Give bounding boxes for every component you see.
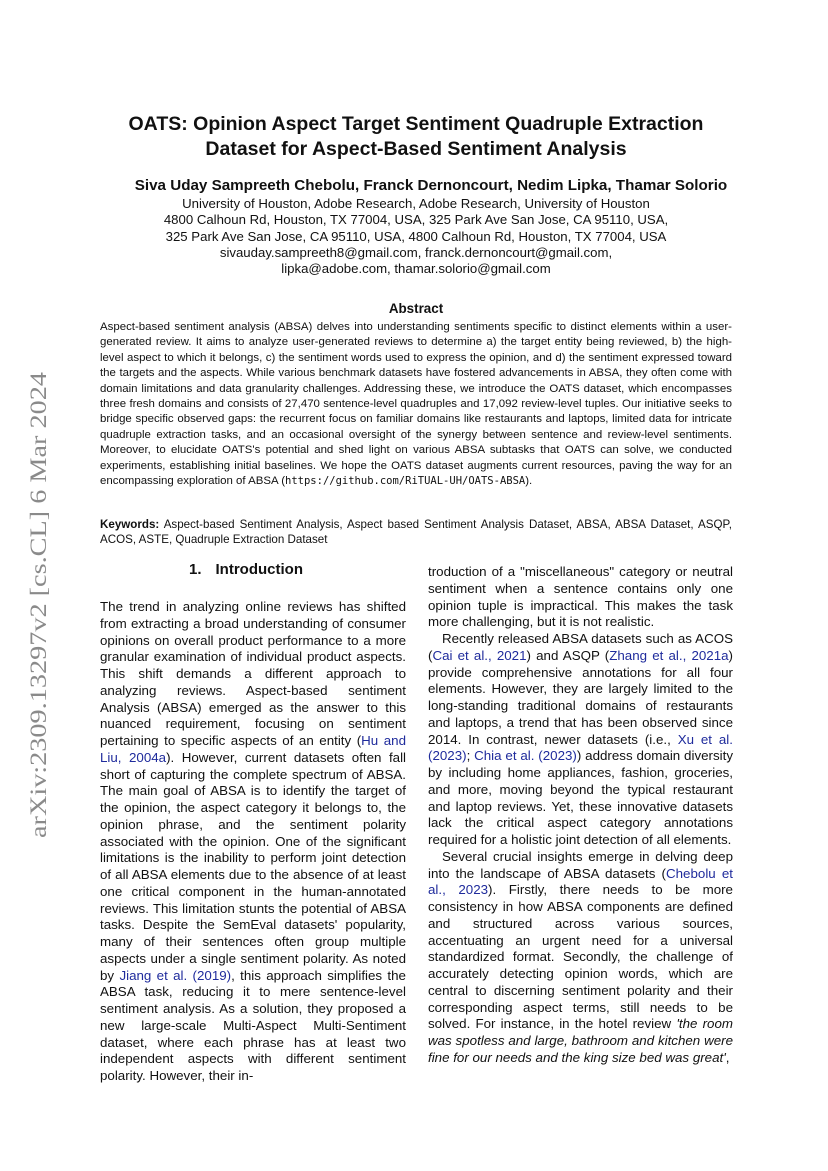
keywords-label: Keywords: <box>100 518 160 531</box>
section-heading <box>189 561 317 578</box>
abstract-url-link[interactable]: https://github.com/RiTUAL-UH/OATS-ABSA <box>285 475 526 488</box>
affiliation-line: University of Houston, Adobe Research, Adobe Research, University of Houston <box>182 196 650 211</box>
affiliation-line: 4800 Calhoun Rd, Houston, TX 77004, USA, 325 Park Ave San Jose, CA 95110, USA, <box>163 212 669 228</box>
arxiv-identifier-text: arXiv:2309.13297v2 [cs.CL] 6 Mar 2024 <box>26 458 51 838</box>
abstract-heading: Abstract <box>388 301 444 316</box>
arxiv-identifier <box>22 370 52 840</box>
paragraph-text: Recently released ABSA datasets such as ACOS ( <box>428 631 733 663</box>
abstract-end: ). <box>525 475 533 488</box>
section-title: Introduction <box>215 561 303 578</box>
paragraph-text: , this approach simplifies the ABSA task, reducing it to mere sentence-level sentiment analysis. As a solution, they proposed a new large-scale Multi-Aspect Multi-Sentiment dataset, where each phrase has at least two independent aspects with different sentiment polarity. However, their in- <box>100 967 406 1083</box>
quoted-review: 'the room was spotless and large, bathroom and kitchen were fine for our needs and the king size bed was great' <box>428 1016 733 1065</box>
abstract-body <box>100 320 732 489</box>
paragraph-text: ) address domain diversity by including home appliances, fashion, groceries, and more, moving beyond the typical restaurant and laptop reviews. Yet, these innovative datasets lack the critical aspect category annotations required for a holistic joint detection of all elements. <box>428 748 733 847</box>
paragraph-text: ; <box>466 748 475 764</box>
paper-title <box>100 112 732 162</box>
citation-link[interactable]: Cai et al., 2021 <box>432 647 527 663</box>
paragraph-text: , <box>725 1049 730 1065</box>
citation-link[interactable]: Chia et al. (2023) <box>474 748 577 764</box>
author-list: Siva Uday Sampreeth Chebolu, Franck Dernoncourt, Nedim Lipka, Thamar Solorio <box>134 177 728 194</box>
citation-link[interactable]: Hu and Liu, 2004a <box>100 733 406 765</box>
paragraph: troduction of a "miscellaneous" category or neutral sentiment when a sentence contains only one opinion tuple is impractical. This makes the task more challenging, but it is not realistic. <box>428 564 733 630</box>
citation-link[interactable]: Chebolu et al., 2023 <box>428 865 733 898</box>
title-line-2: Dataset for Aspect-Based Sentiment Analysis <box>205 138 627 160</box>
section-number: 1. <box>189 561 202 578</box>
right-column <box>428 564 733 1067</box>
keywords-text: Aspect-based Sentiment Analysis, Aspect based Sentiment Analysis Dataset, ABSA, ABSA Dataset, ASQP, ACOS, ASTE, Quadruple Extraction Dataset <box>100 518 732 547</box>
citation-link[interactable]: Jiang et al. (2019) <box>119 967 232 983</box>
paragraph-text: The trend in analyzing online reviews has shifted from extracting a broad understanding of consumer opinions on overall product performance to a more granular examination of individual product aspects. This shift demands a different approach to analyzing reviews. Aspect-based sentiment Analysis (ABSA) emerged as the answer to this nuanced requirement, focusing on sentiment pertaining to specific aspects of an entity ( <box>100 599 406 748</box>
paragraph-text: ). Firstly, there needs to be more consistency in how ABSA components are defined and structured across various sources, accentuating an urgent need for a universal standardized format. Secondly, the challenge of accurately detecting opinion words, which are central to discerning sentiment polarity and their corresponding aspect terms, still needs to be solved. For instance, in the hotel review <box>428 882 733 1032</box>
affiliation-email-line: lipka@adobe.com, thamar.solorio@gmail.com <box>281 261 551 277</box>
abstract-text: Aspect-based sentiment analysis (ABSA) delves into understanding sentiments specific to distinct elements within a user-generated review. It aims to analyze user-generated reviews to determine a) the target entity being reviewed, b) the high-level aspect to which it belongs, c) the sentiment words used to express the opinion, and d) the sentiment expressed toward the targets and the aspects. While various benchmark datasets have fostered advancements in ABSA, they often come with domain limitations and data granularity challenges. Addressing these, we introduce the OATS dataset, which encompasses three fresh domains and consists of 27,470 sentence-level quadruples and 17,092 review-level tuples. Our initiative seeks to bridge specific observed gaps: the recurrent focus on familiar domains like restaurants and laptops, limited data for intricate quadruple extraction tasks, and an occasional oversight of the synergy between sentence and review-level sentiments. Moreover, to elucidate OATS's potential and shed light on various ABSA subtasks that OATS can solve, we conducted experiments, establishing initial baselines. We hope the OATS dataset augments current resources, paving the way for an encompassing exploration of ABSA ( <box>100 321 732 488</box>
paragraph <box>428 849 733 1067</box>
paragraph-text: ) provide comprehensive annotations for all four elements. However, they are largely limited to the long-standing traditional domains of restaurants and laptops, a trend that has been observed since 2014. In contrast, newer datasets (i.e., <box>428 647 733 747</box>
paragraph <box>428 631 733 849</box>
keywords <box>100 517 732 548</box>
paragraph <box>100 599 406 1085</box>
paragraph-text: ) and ASQP ( <box>526 647 610 663</box>
paragraph-text: Several crucial insights emerge in delving deep into the landscape of ABSA datasets ( <box>428 848 733 881</box>
paragraph-text: ). However, current datasets often fall short of capturing the complete spectrum of ABSA. The main goal of ABSA is to identify the target of the opinion, the aspect category it belongs to, the opinion phrase, and the sentiment polarity associated with the opinion. One of the significant limitations is the inability to perform joint detection of all ABSA elements due to the absence of at least one critical component in the human-annotated reviews. This limitation stunts the potential of ABSA tasks. Despite the SemEval datasets' popularity, many of their sentences often group multiple aspects under a single sentiment polarity. As noted by <box>100 749 406 983</box>
title-line-1: OATS: Opinion Aspect Target Sentiment Quadruple Extraction <box>128 113 704 135</box>
citation-link[interactable]: Zhang et al., 2021a <box>609 647 729 663</box>
arxiv-identifier-svg <box>22 370 52 840</box>
citation-link[interactable]: Xu et al. (2023) <box>428 731 733 764</box>
left-column <box>100 599 406 1085</box>
affiliation-email-line: sivauday.sampreeth8@gmail.com, franck.dernoncourt@gmail.com, <box>219 244 613 260</box>
affiliations <box>100 196 732 277</box>
affiliation-line: 325 Park Ave San Jose, CA 95110, USA, 4800 Calhoun Rd, Houston, TX 77004, USA <box>165 228 667 244</box>
